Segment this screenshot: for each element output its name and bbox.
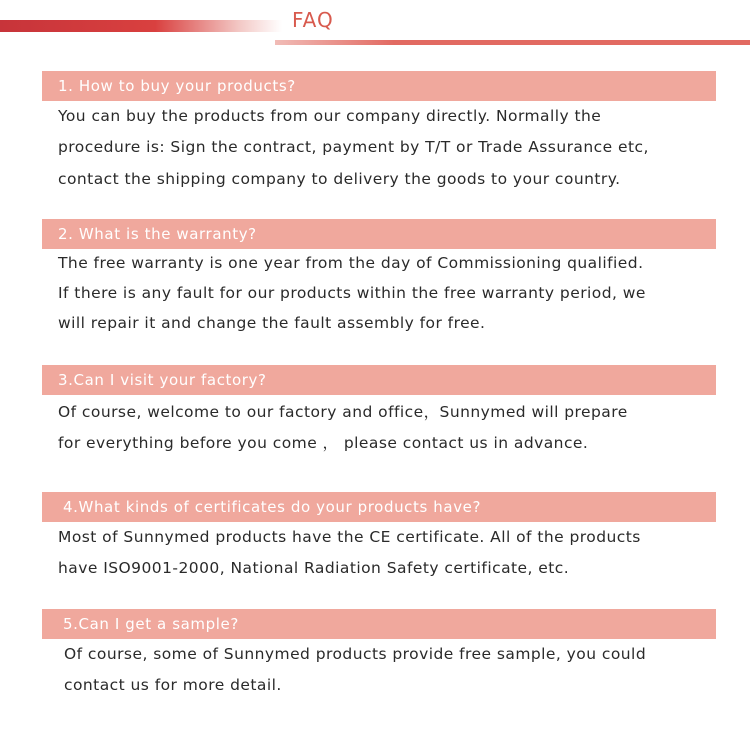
answer-line: Of course, some of Sunnymed products provide free sample, you could bbox=[64, 645, 647, 663]
answer-line: You can buy the products from our company directly. Normally the bbox=[58, 107, 602, 125]
question-bar bbox=[42, 492, 716, 522]
header-accent-bar-right bbox=[275, 40, 750, 45]
question-bar bbox=[42, 609, 716, 639]
question-text: 1. How to buy your products? bbox=[58, 77, 296, 95]
answer-line: If there is any fault for our products within the free warranty period, we bbox=[58, 284, 646, 302]
question-text: 3.Can I visit your factory? bbox=[58, 371, 267, 389]
page-title: FAQ bbox=[292, 8, 334, 32]
question-text: 5.Can I get a sample? bbox=[63, 615, 239, 633]
answer-line: for everything before you come ， please contact us in advance. bbox=[58, 434, 589, 452]
question-bar bbox=[42, 219, 716, 249]
question-bar bbox=[42, 71, 716, 101]
answer-line: procedure is: Sign the contract, payment by T/T or Trade Assurance etc, bbox=[58, 138, 649, 156]
question-text: 4.What kinds of certificates do your products have? bbox=[63, 498, 482, 516]
answer-line: Most of Sunnymed products have the CE certificate. All of the products bbox=[58, 528, 641, 546]
answer-line: contact the shipping company to delivery the goods to your country. bbox=[58, 170, 621, 188]
header-accent-bar-left bbox=[0, 20, 282, 32]
answer-line: will repair it and change the fault assembly for free. bbox=[58, 314, 486, 332]
answer-line: contact us for more detail. bbox=[64, 676, 282, 694]
answer-line: have ISO9001-2000, National Radiation Safety certificate, etc. bbox=[58, 559, 570, 577]
answer-line: Of course, welcome to our factory and office，Sunnymed will prepare bbox=[58, 403, 628, 421]
question-bar bbox=[42, 365, 716, 395]
question-text: 2. What is the warranty? bbox=[58, 225, 257, 243]
answer-line: The free warranty is one year from the day of Commissioning qualified. bbox=[58, 254, 644, 272]
